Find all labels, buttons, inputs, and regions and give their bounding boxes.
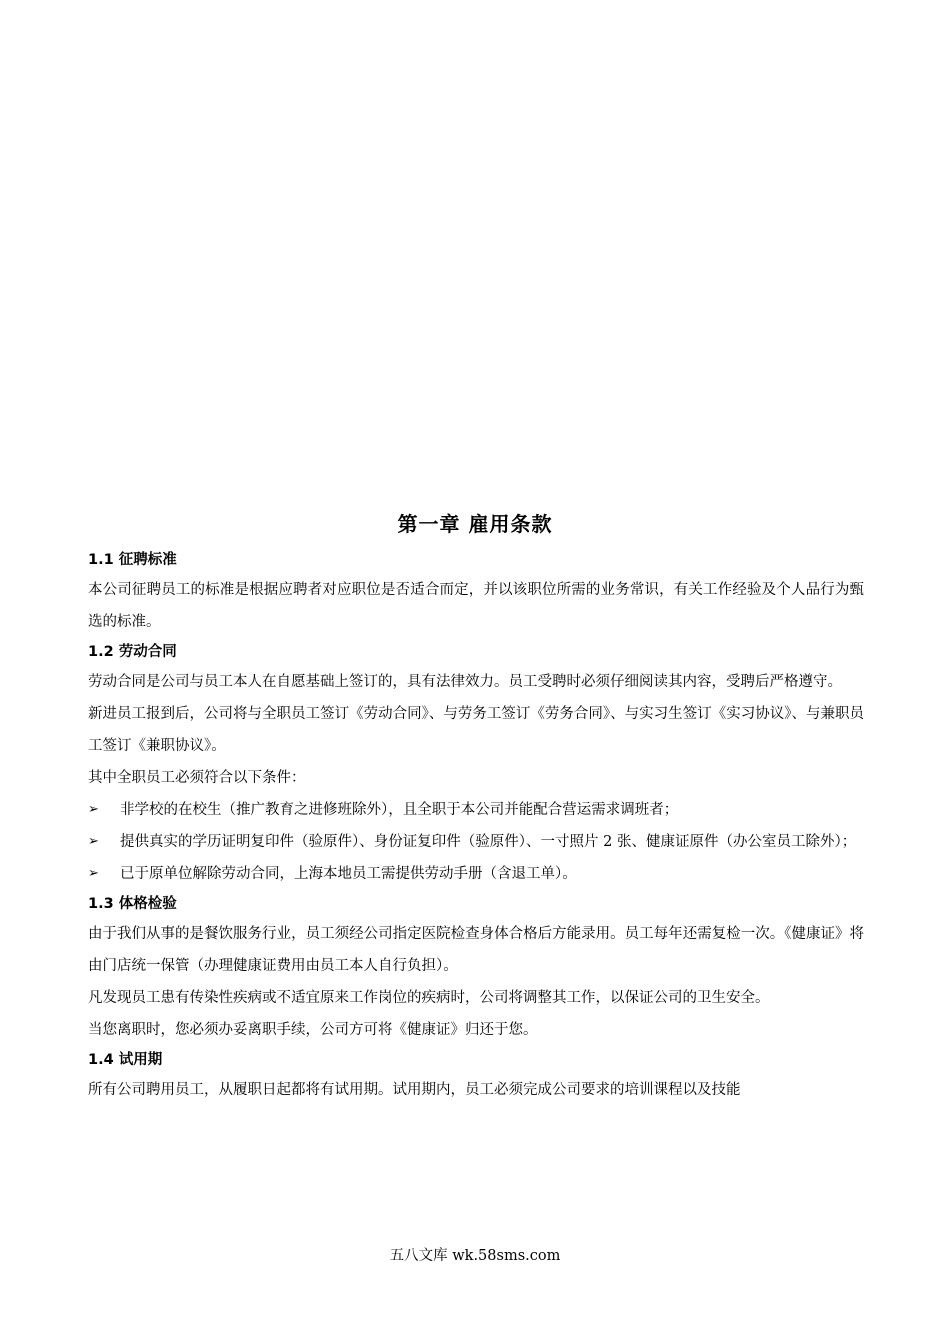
list-item <box>88 794 864 826</box>
list-item-text: 提供真实的学历证明复印件（验原件）、身份证复印件（验原件）、一寸照片 2 张、健康证原件（办公室员工除外）； <box>120 834 857 850</box>
chapter-title: 第一章 雇用条款 <box>397 512 553 536</box>
arrow-bullet-icon: ➢ <box>88 834 99 849</box>
section-heading-1-1: 1.1 征聘标准 <box>88 552 177 568</box>
page-footer: 五八文库 wk.58sms.com <box>389 1248 561 1264</box>
paragraph: 由于我们从事的是餐饮服务行业，员工须经公司指定医院检查身体合格后方能录用。员工每年还需复检一次。《健康证》将由门店统一保管（办理健康证费用由员工本人自行负担）。 <box>88 926 864 974</box>
paragraph: 所有公司聘用员工，从履职日起都将有试用期。试用期内，员工必须完成公司要求的培训课程以及技能 <box>88 1082 741 1098</box>
section-heading-1-3: 1.3 体格检验 <box>88 896 177 912</box>
paragraph: 本公司征聘员工的标准是根据应聘者对应职位是否适合而定，并以该职位所需的业务常识，有关工作经验及个人品行为甄选的标准。 <box>88 582 864 630</box>
paragraph: 当您离职时，您必须办妥离职手续，公司方可将《健康证》归还于您。 <box>88 1022 538 1038</box>
arrow-bullet-icon: ➢ <box>88 866 99 881</box>
list-item <box>88 826 864 858</box>
document-body <box>88 546 864 1106</box>
section-heading-1-4: 1.4 试用期 <box>88 1052 163 1068</box>
paragraph: 劳动合同是公司与员工本人在自愿基础上签订的，具有法律效力。员工受聘时必须仔细阅读其内容，受聘后严格遵守。 <box>88 674 842 690</box>
arrow-bullet-icon: ➢ <box>88 802 99 817</box>
paragraph: 新进员工报到后，公司将与全职员工签订《劳动合同》、与劳务工签订《劳务合同》、与实习生签订《实习协议》、与兼职员工签订《兼职协议》。 <box>88 706 864 754</box>
list-item <box>88 858 864 890</box>
list-item-text: 非学校的在校生（推广教育之进修班除外），且全职于本公司并能配合营运需求调班者； <box>120 802 679 818</box>
list-item-text: 已于原单位解除劳动合同，上海本地员工需提供劳动手册（含退工单）。 <box>120 866 577 882</box>
section-heading-1-2: 1.2 劳动合同 <box>88 644 177 660</box>
paragraph: 凡发现员工患有传染性疾病或不适宜原来工作岗位的疾病时，公司将调整其工作，以保证公司的卫生安全。 <box>88 990 770 1006</box>
paragraph: 其中全职员工必须符合以下条件： <box>88 770 306 786</box>
